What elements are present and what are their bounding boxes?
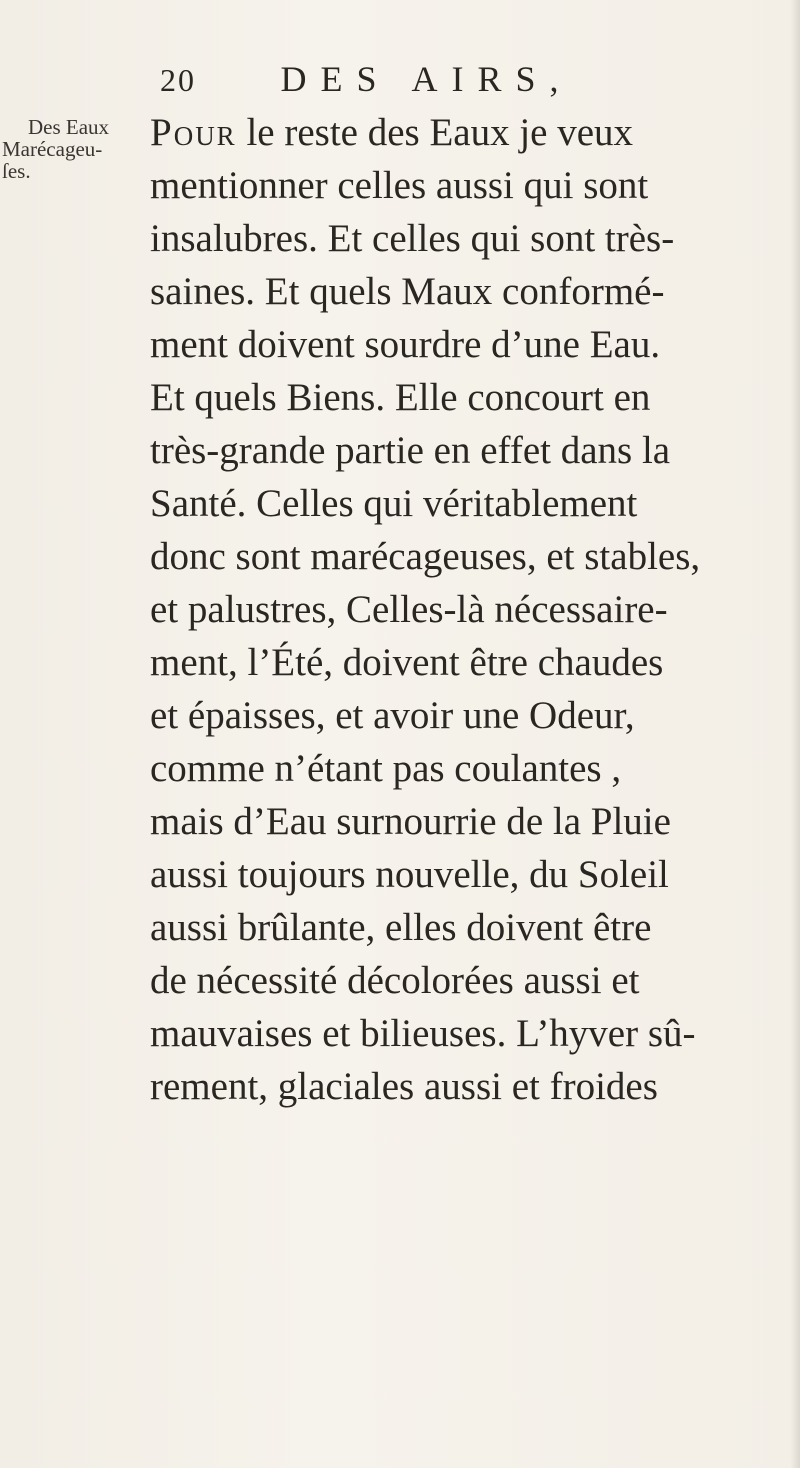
text-line: mauvaises et bilieuses. L’hyver sû- bbox=[150, 1012, 696, 1055]
text-line: très-grande partie en effet dans la bbox=[150, 429, 671, 472]
running-title: DES AIRS, bbox=[280, 59, 573, 99]
marginal-note-line: Des Eaux bbox=[28, 115, 110, 139]
text-line: mais d’Eau surnourrie de la Pluie bbox=[150, 800, 671, 843]
text-line: et épaisses, et avoir une Odeur, bbox=[150, 694, 635, 737]
text-line: ment, l’Été, doivent être chaudes bbox=[150, 641, 664, 684]
text-line: Et quels Biens. Elle concourt en bbox=[150, 376, 651, 419]
running-head bbox=[160, 58, 573, 108]
text-line-rest: le reste des Eaux je veux bbox=[236, 111, 634, 154]
text-line: rement, glaciales aussi et froides bbox=[150, 1065, 658, 1108]
text-line: mentionner celles aussi qui sont bbox=[150, 164, 649, 207]
text-line: donc sont marécageuses, et stables, bbox=[150, 535, 701, 578]
page-number: 20 bbox=[160, 62, 196, 98]
text-line: saines. Et quels Maux conformé- bbox=[150, 270, 665, 313]
marginal-note-line: Marécageu- bbox=[2, 137, 103, 161]
text-line: insalubres. Et celles qui sont très- bbox=[150, 217, 675, 260]
text-line: Santé. Celles qui véritablement bbox=[150, 482, 638, 525]
marginal-note bbox=[2, 116, 120, 182]
text-line: et palustres, Celles-là nécessaire- bbox=[150, 588, 668, 631]
text-line: ment doivent sourdre d’une Eau. bbox=[150, 323, 661, 366]
text-line: de nécessité décolorées aussi et bbox=[150, 959, 640, 1002]
text-line: aussi toujours nouvelle, du Soleil bbox=[150, 853, 669, 896]
text-line bbox=[150, 106, 790, 159]
drop-word: Pour bbox=[150, 111, 237, 154]
page-edge-shadow bbox=[790, 0, 800, 1468]
marginal-note-line: ſes. bbox=[2, 159, 31, 183]
text-line: comme n’étant pas coulantes , bbox=[150, 747, 622, 790]
text-line: aussi brûlante, elles doivent être bbox=[150, 906, 652, 949]
body-text bbox=[150, 106, 790, 1113]
